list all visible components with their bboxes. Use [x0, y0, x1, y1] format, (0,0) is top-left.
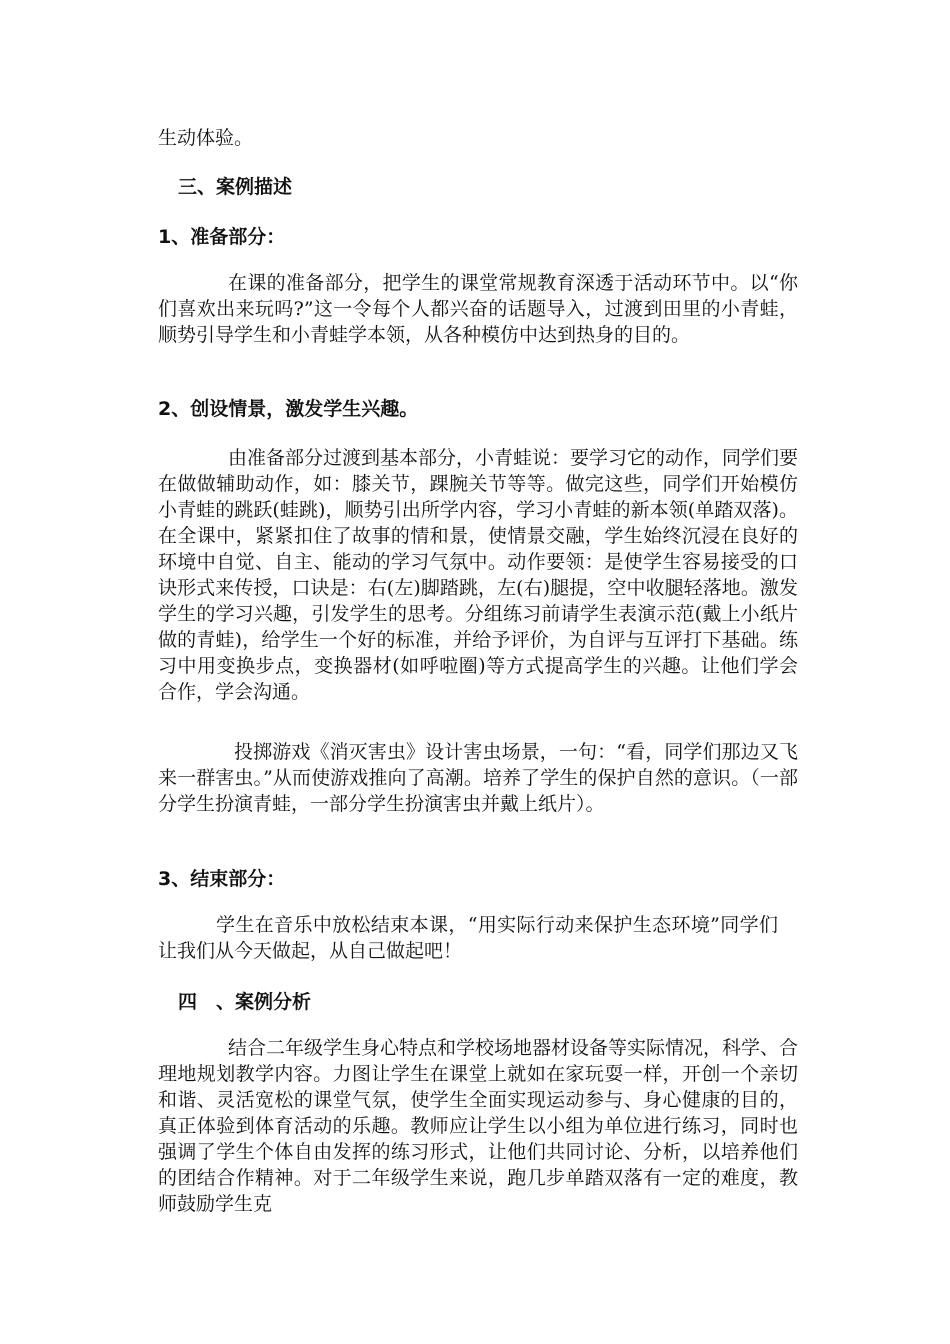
section-4-heading: 四 、案例分析 [178, 991, 312, 1013]
part-2-heading [158, 396, 798, 422]
part-2-body: 由准备部分过渡到基本部分，小青蛙说：要学习它的动作，同学们要在做做辅助动作，如：膝关节，踝腕关节等等。做完这些，同学们开始模仿小青蛙的跳跃(蛙跳)，顺势引出所学内容，学习小青蛙的新本领(单踏双落)。在全课中，紧紧扣住了故事的情和景，使情景交融，学生始终沉浸在良好的环境中自觉、自主、能动的学习气氛中。动作要领：是使学生容易接受的口诀形式来传授，口诀是：右(左)脚踏跳，左(右)腿提，空中收腿轻落地。激发学生的学习兴趣，引发学生的思考。分组练习前请学生表演示范(戴上小纸片做的青蛙)，给学生一个好的标准，并给予评价，为自评与互评打下基础。练习中用变换步点，变换器材(如呼啦圈)等方式提高学生的兴趣。让他们学会合作，学会沟通。 [158, 447, 799, 703]
part-2-game-body: 投掷游戏《消灭害虫》设计害虫场景，一句：“看，同学们那边又飞来一群害虫。”从而使游戏推向了高潮。培养了学生的保护自然的意识。（一部分学生扮演青蛙，一部分学生扮演害虫并戴上纸片）。 [158, 741, 798, 815]
part-2-title: 创设情景，激发学生兴趣。 [190, 398, 419, 420]
part-1-body: 在课的准备部分，把学生的课堂常规教育深透于活动环节中。以“你们喜欢出来玩吗?”这一令每个人都兴奋的话题导入，过渡到田里的小青蛙，顺势引导学生和小青蛙学本领，从各种模仿中达到热身的目的。 [158, 272, 798, 346]
part-1-heading [158, 224, 798, 250]
part-3-number: 3、 [158, 868, 191, 890]
part-1-number: 1、 [158, 226, 191, 248]
section-3-heading: 三、案例描述 [178, 176, 293, 198]
part-3-body: 学生在音乐中放松结束本课，“用实际行动来保护生态环境”同学们让我们从今天做起，从自己做起吧！ [158, 914, 778, 962]
part-1-title: 准备部分： [190, 226, 286, 248]
section-4-body: 结合二年级学生身心特点和学校场地器材设备等实际情况，科学、合理地规划教学内容。力图让学生在课堂上就如在家玩耍一样，开创一个亲切和谐、灵活宽松的课堂气氛，使学生全面实现运动参与、身心健康的目的，真正体验到体育活动的乐趣。教师应让学生以小组为单位进行练习，同时也强调了学生个体自由发挥的练习形式，让他们共同讨论、分析，以培养他们的团结合作精神。对于二年级学生来说，跑几步单踏双落有一定的难度，教师鼓励学生克 [158, 1037, 799, 1215]
part-2-number: 2、 [158, 398, 191, 420]
part-3-heading [158, 866, 798, 892]
continuation-text: 生动体验。 [158, 127, 254, 149]
part-3-title: 结束部分： [190, 868, 286, 890]
